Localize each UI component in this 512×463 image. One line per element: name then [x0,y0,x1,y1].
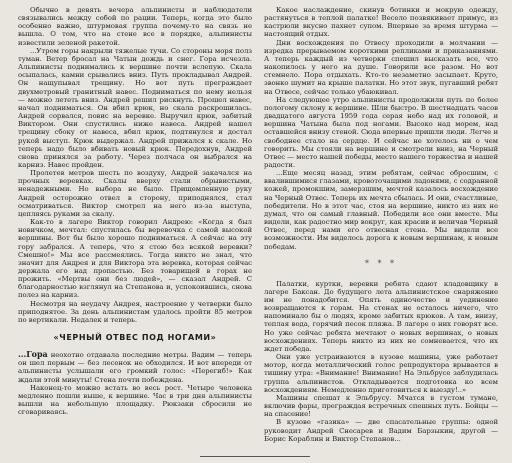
section-divider: * * * [364,258,398,268]
paragraph: На следующее утро альпинисты продолжили путь по более пологому склону к вершине. Шли быстро. В шестнадцать часов двадцатого августа 1959 года серая небо над их головой, и вершина Чатына была под ногами. Высоко над морем, над оставшейся внизу стеной. Сюда впервые пришли люди. Легче и свободнее стало на сердце. И сейчас не хотелось ни о чем говорить. Мы стояли на вершине и смотрели вниз, на Черный Отвес — место нашей победы, место нашего торжества и нашей радости. [264,95,498,169]
paragraph: В кузове «газика» — две спасательные группы: одной руководит Андрей Снесарев и Вадим Барзыкин, другой — Борис Кораблин и Виктор Степанов... [264,418,498,443]
section-headline: «ЧЕРНЫЙ ОТВЕС ПОД НОГАМИ» [53,333,217,343]
left-column [18,6,252,416]
paragraph: ...Еще месяц назад, этим ребятам, сейчас обросшим, с ввалившимися глазами, кровоточащими ладонями, с содранной кожей, промокшим, замерзшим, мечтой казалось восхождение на Черный Отвес. Теперь их мечта сбылась. И они, счастливые, победители. Но в этот час, стоя на вершине, никто из них не думал, что он самый главный. Победили все они вместе. Мы видели, как радостно мир вокруг, как красив и величав Черный Отвес, перед нами его отвесная стена. Мы видели все возможности. Им виделось дорога к новым вершинам, к новым победам. [264,169,498,251]
paragraph: Несмотря на неудачу Андрея, настроение у четверки было приподнятое. За день альпинистам удалось пройти 85 метров по вертикали. Недалек и теперь. [18,299,252,324]
paragraph: Как-то в лагере Виктор говорил Андрею: «Когда я был новичком, мечтал: спустилась бы веревочка с самой высокой вершины. Вот бы было хорошо подниматься. А сейчас на эту гору забрался. А теперь, что я стою без всякой веревки? Смешно!» Мы все рассмеялись. Тогда никто не знал, что значит для Андрея и для Виктора эта веревка, которая сейчас держала его над пропастью. Без товарищей в горах не прожить. «Мертвы они без людей», — сказал Андрей. С благодарностью взглянул на Степанова и, успокоившись, снова полез на карниз. [18,218,252,300]
paragraph: Палатки, куртки, веревки ребята сдают кладовщику в лагере Баксан. До будущего лета альпинистское снаряжение им не понадобится. Опять одиночество и уединение возвращаются к горам. На стенах не осталось ничего, что напоминало бы о людях, кроме забитых крюков. А там, внизу, теплая вода, горячий песок пляжа. В лагере о них говорят все. Но уже сейчас ребята мечтают о новых вершинах, о новых восхождениях. Теперь никто из них не сомневается, что их ждет победа. [264,279,498,353]
intro-dropcap: ...Гора [18,349,48,360]
paragraph: Пролетев метров шесть по воздуху, Андрей закачался на прочных веревках. Скалы вверху стали обрывистыми, ненадежными. Но выбора не было. Прищемленную руку Андрей осторожно отвел в сторону, приподнялся, стал осматриваться. Виктор смотрел на него из-за выступа, цепляясь руками за скалу. [18,169,252,218]
right-column [264,6,498,443]
paragraph: ...Утром горы накрыли тяжелые тучи. Со стороны моря полз туман. Ветер бросал на Чатын дождь и снег. Гора исчезла. Альпинисты поднимались к вершине почти вслепую. Скала осыпалась, камни срывались вниз. Путь прокладывал Андрей. Он нащупывал трещину. Но вот путь преграждает двухметровый гранитный навес. Подниматься по нему нельзя — можно лететь вниз. Андрей решил рискнуть. Прошел навес, начал подниматься. Он вбил крюк, но скала раскрошилась. Андрей сорвался, повис на веревке. Выручил крюк, забитый Виктором. Они спустились ниже навеса. Андрей нашел трещину сбоку от навеса, вбил крюк, подтянулся и достал рукой выступ. Крюк выдержал. Андрей прижался к скале. Но теперь надо было вбивать новый крюк. Передохнув, Андрей снова принялся за работу. Через полчаса он выбрался на карниз. Навес пройден. [18,46,252,169]
paragraph: Они уже устраиваются в кузове машины, уже работает мотор, когда металлический голос репродуктора врывается в тишину утра: «Внимание! Внимание! На Эльбрусе заблудилась группа альпинистов. Откладывается подготовка ко всем восхождениям. Немедленно приготовиться к выезду!..» [264,353,498,394]
intro-paragraph [18,350,252,384]
intro-text: неохотно отдавала последние метры. Вадим — теперь он шел первым — без лесенок не обходился. И вот впереди от альпинисты услышали его громкий голос: «Перегиб!» Как ждали этой минуты! Стена почти побеждена. [18,351,252,384]
paragraph: Дни восхождения по Отвесу проходили в молчании — изредка прерываемом короткими репликами и приказаниями. А теперь каждый из четверки спешил высказать все, что накопилось у него на душе. Говорили все разом. Но вот стемнело. Пора отдыхать. Кто-то незаметно засыпает. Круто, звонко шумит на крыше палатки. Но этот звук, пугавший ребят на Отвесе, сейчас только убаюкивал. [264,38,498,96]
paragraph: Наконец-то можно встать во весь рост. Четыре человека медленно пошли выше, к вершине. Час в три дня альпинисты вышли на небольшую площадку. Рюкзаки сбросили не сговариваясь. [18,383,252,417]
paragraph: Какое наслаждение, скинув ботинки и мокрую одежду, растянуться в теплой палатке! Весело позвякивает примус, из кастрюли вкусно пахнет супом. Впервые за время штурма — настоящий отдых. [264,6,498,39]
page-footer-rule [200,456,310,457]
paragraph: Обычно в девять вечера альпинисты и наблюдатели связывались между собой по рации. Теперь, когда это было особенно важно, штурмовая группа почему-то на связь не вышла. О том, что на стене все в порядке, альпинисты известили зеленой ракетой. [18,6,252,47]
paragraph: Машины спешат к Эльбрусу. Мчатся в густом тумане, включив фары, преграждая встречных спешных путь. Бойцы — на спасение! [264,393,498,419]
